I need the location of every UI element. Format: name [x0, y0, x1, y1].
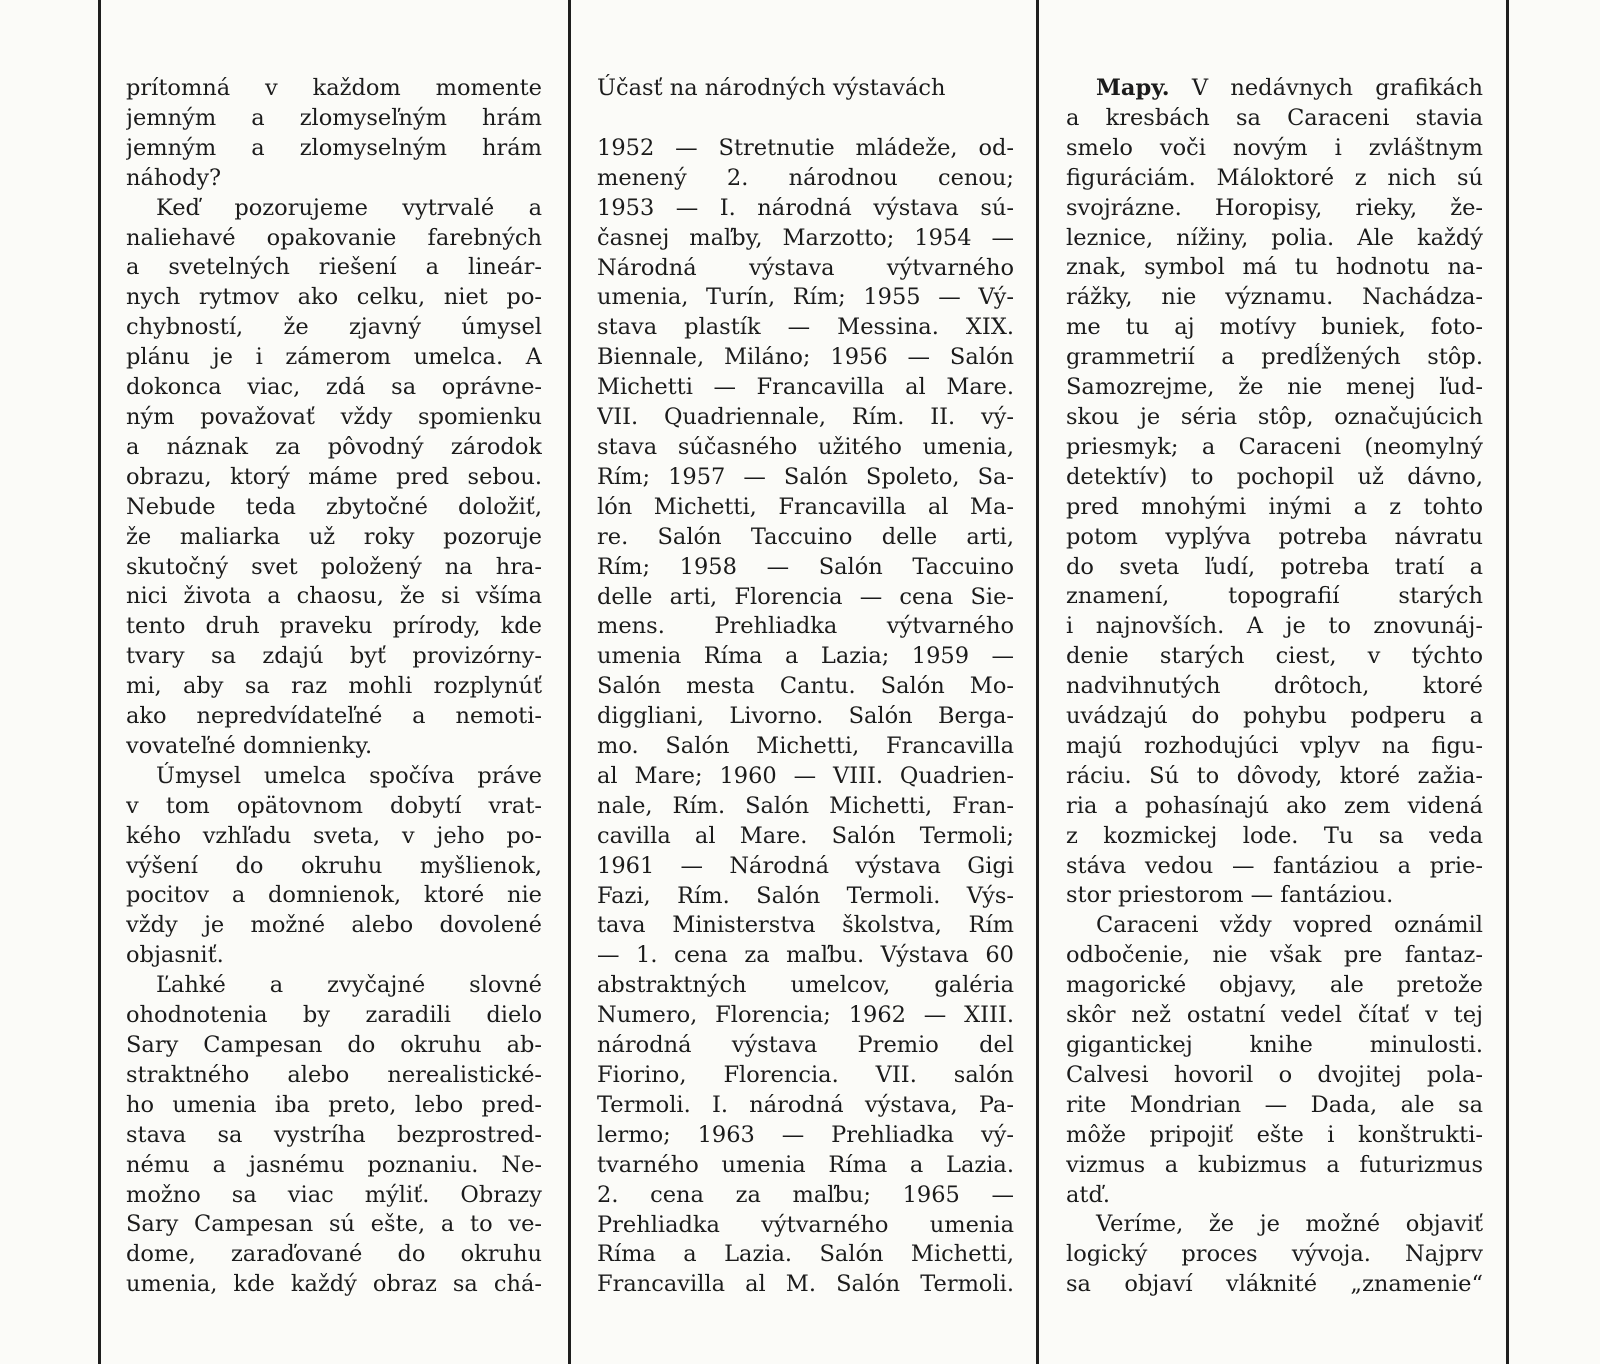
- text-line: delle arti, Florencia — cena Sie-: [597, 583, 1014, 610]
- text-line: Biennale, Miláno; 1956 — Salón: [597, 344, 1014, 371]
- text-line: lermo; 1963 — Prehliadka vý-: [597, 1121, 1014, 1148]
- text-line: Termoli. I. národná výstava, Pa-: [597, 1091, 1014, 1118]
- text-line: al Mare; 1960 — VIII. Quadrien-: [597, 762, 1014, 789]
- text-line: 1952 — Stretnutie mládeže, od-: [597, 134, 1014, 161]
- text-line: vždy je možné alebo dovolené: [126, 912, 542, 939]
- text-line: plánu je i zámerom umelca. A: [126, 344, 542, 371]
- text-line: smelo voči novým i zvláštnym: [1066, 134, 1483, 161]
- text-line: denie starých ciest, v týchto: [1066, 643, 1483, 670]
- text-line: skou je séria stôp, označujúcich: [1066, 403, 1483, 430]
- column-rule-1: [98, 0, 101, 1364]
- text-line: znak, symbol má tu hodnotu na-: [1066, 254, 1483, 281]
- text-line: ohodnotenia by zaradili dielo: [126, 1002, 542, 1029]
- text-line: nici života a chaosu, že si všíma: [126, 583, 542, 610]
- text-line: chybností, že zjavný úmysel: [126, 314, 542, 341]
- text-line: z kozmickej lode. Tu sa veda: [1066, 822, 1483, 849]
- text-line: dome, zaraďované do okruhu: [126, 1241, 542, 1268]
- text-line: i najnovších. A je to znovunáj-: [1066, 613, 1483, 640]
- text-line: leznice, nížiny, polia. Ale každý: [1066, 224, 1483, 251]
- text-line: môže pripojiť ešte i konštrukti-: [1066, 1121, 1483, 1148]
- text-line: gigantickej knihe minulosti.: [1066, 1032, 1483, 1058]
- text-line: grammetrií a predĺžených stôp.: [1066, 344, 1483, 371]
- text-line: do sveta ľudí, potreba tratí a: [1066, 553, 1483, 580]
- text-line: náhody?: [126, 164, 222, 191]
- text-line: a kresbách sa Caraceni stavia: [1066, 104, 1483, 131]
- text-line: Nebude teda zbytočné doložiť,: [126, 493, 542, 520]
- text-line: logický proces vývoja. Najprv: [1066, 1241, 1483, 1268]
- text-line: tvarného umenia Ríma a Lazia.: [597, 1151, 1014, 1178]
- text-line: mi, aby sa raz mohli rozplynúť: [126, 673, 542, 700]
- text-line: prítomná v každom momente: [126, 75, 542, 101]
- text-line: nadvihnutých drôtoch, ktoré: [1066, 673, 1483, 700]
- text-line: ako nepredvídateľné a nemoti-: [126, 703, 542, 730]
- column-heading: Účasť na národných výstavách: [597, 75, 946, 101]
- text-line: Michetti — Francavilla al Mare.: [597, 374, 1014, 401]
- text-line: straktného alebo nerealistické-: [126, 1061, 542, 1088]
- text-column-3: [1066, 74, 1483, 1300]
- text-line: ráciu. Sú to dôvody, ktoré zažia-: [1066, 762, 1483, 789]
- text-line: Sary Campesan sú ešte, a to ve-: [126, 1211, 542, 1238]
- text-line: priesmyk; a Caraceni (neomylný: [1066, 433, 1483, 460]
- text-line: národná výstava Premio del: [597, 1032, 1014, 1059]
- text-line: dokonca viac, zdá sa oprávne-: [126, 374, 542, 401]
- text-line: nému a jasnému poznaniu. Ne-: [126, 1151, 542, 1178]
- text-line: skutočný svet položený na hra-: [126, 553, 542, 580]
- text-line: jemným a zlomyseľným hrám: [126, 104, 542, 131]
- text-column-2: [597, 74, 1014, 1300]
- text-line: Samozrejme, že nie menej ľud-: [1066, 374, 1483, 401]
- text-line: Fazi, Rím. Salón Termoli. Výs-: [597, 882, 1014, 909]
- text-line: tvary sa zdajú byť provizórny-: [126, 643, 542, 670]
- text-line: jemným a zlomyselným hrám: [126, 134, 542, 161]
- text-line: kého vzhľadu sveta, v jeho po-: [126, 822, 542, 849]
- text-line: 1961 — Národná výstava Gigi: [597, 852, 1014, 879]
- text-line: časnej maľby, Marzotto; 1954 —: [597, 224, 1014, 251]
- text-column-1: [126, 74, 542, 1300]
- column-rule-3: [1036, 0, 1039, 1364]
- section-title: Mapy.: [1096, 75, 1170, 101]
- text-line: Fiorino, Florencia. VII. salón: [597, 1062, 1014, 1088]
- text-line: Caraceni vždy vopred oznámil: [1096, 912, 1483, 939]
- text-line: lón Michetti, Francavilla al Ma-: [597, 493, 1014, 520]
- text-line: odbočenie, nie však pre fantaz-: [1066, 942, 1483, 969]
- column-rule-4: [1506, 0, 1509, 1364]
- text-line: Salón mesta Cantu. Salón Mo-: [597, 673, 1014, 700]
- text-line: stava sa vystríha bezprostred-: [126, 1121, 542, 1148]
- text-line: stor priestorom — fantáziou.: [1066, 882, 1394, 909]
- text-line: Calvesi hovoril o dvojitej pola-: [1066, 1061, 1483, 1088]
- text-line: re. Salón Taccuino delle arti,: [597, 523, 1014, 550]
- text-line: cavilla al Mare. Salón Termoli;: [597, 822, 1014, 849]
- text-line: menený 2. národnou cenou;: [597, 164, 1014, 191]
- text-line: a svetelných riešení a lineár-: [126, 254, 542, 281]
- text-line: vovateľné domnienky.: [126, 732, 373, 759]
- text-line: vizmus a kubizmus a futurizmus: [1066, 1151, 1483, 1178]
- text-line: objasniť.: [126, 942, 224, 969]
- text-line: ho umenia iba preto, lebo pred-: [126, 1091, 542, 1118]
- text-line: umenia, kde každý obraz sa chá-: [126, 1271, 542, 1298]
- text-line: majú rozhodujúci vplyv na figu-: [1066, 732, 1483, 759]
- text-line: nych rytmov ako celku, niet po-: [126, 284, 542, 311]
- text-line: Národná výstava výtvarného: [597, 254, 1014, 281]
- text-line: Prehliadka výtvarného umenia: [597, 1211, 1014, 1238]
- text-line: 1953 — I. národná výstava sú-: [597, 194, 1014, 221]
- text-line: potom vyplýva potreba návratu: [1066, 523, 1483, 550]
- text-line: možno sa viac mýliť. Obrazy: [126, 1181, 542, 1208]
- text-line: magorické objavy, ale pretože: [1066, 972, 1483, 999]
- text-line: Veríme, že je možné objaviť: [1096, 1211, 1483, 1238]
- column-rule-2: [568, 0, 571, 1364]
- text-line: umenia Ríma a Lazia; 1959 —: [597, 643, 1014, 670]
- text-line: stava plastík — Messina. XIX.: [597, 314, 1014, 341]
- text-line: — 1. cena za maľbu. Výstava 60: [597, 942, 1014, 969]
- text-line: umenia, Turín, Rím; 1955 — Vý-: [597, 284, 1014, 311]
- text-line: nale, Rím. Salón Michetti, Fran-: [597, 792, 1014, 819]
- text-line: VII. Quadriennale, Rím. II. vý-: [597, 404, 1014, 431]
- text-line: ným považovať vždy spomienku: [126, 403, 542, 430]
- text-line: naliehavé opakovanie farebných: [126, 224, 542, 251]
- text-line: Sary Campesan do okruhu ab-: [126, 1032, 542, 1058]
- text-line: sa objaví vláknité „znamenie“: [1066, 1271, 1483, 1298]
- text-line: svojrázne. Horopisy, rieky, že-: [1066, 194, 1483, 221]
- text-line: skôr než ostatní vedel čítať v tej: [1066, 1002, 1483, 1029]
- text-line: detektív) to pochopil už dávno,: [1066, 463, 1483, 490]
- lead-text: V nedávnych grafikách: [1169, 75, 1483, 101]
- text-line: Ľahké a zvyčajné slovné: [156, 972, 542, 999]
- text-line: Rím; 1957 — Salón Spoleto, Sa-: [597, 463, 1014, 490]
- text-line: Úmysel umelca spočíva práve: [156, 762, 542, 789]
- text-line: Rím; 1958 — Salón Taccuino: [597, 553, 1014, 580]
- text-line: tento druh praveku prírody, kde: [126, 613, 542, 640]
- text-line: diggliani, Livorno. Salón Berga-: [597, 703, 1014, 730]
- text-line: figuráciám. Máloktoré z nich sú: [1066, 164, 1483, 191]
- text-line: Francavilla al M. Salón Termoli.: [597, 1271, 1014, 1298]
- text-line: rážky, nie významu. Nachádza-: [1066, 284, 1483, 311]
- text-line: ria a pohasínajú ako zem videná: [1066, 792, 1483, 819]
- text-line: pred mnohými inými a z tohto: [1066, 493, 1483, 520]
- text-line: rite Mondrian — Dada, ale sa: [1066, 1091, 1483, 1118]
- text-line: obrazu, ktorý máme pred sebou.: [126, 463, 542, 490]
- text-line: stava súčasného užitého umenia,: [597, 433, 1014, 460]
- text-line: uvádzajú do pohybu podperu a: [1066, 703, 1483, 730]
- text-line: v tom opätovnom dobytí vrat-: [126, 792, 542, 819]
- text-line: Keď pozorujeme vytrvalé a: [156, 194, 542, 221]
- text-line: že maliarka už roky pozoruje: [126, 523, 542, 550]
- text-line: atď.: [1066, 1181, 1111, 1208]
- text-line: Numero, Florencia; 1962 — XIII.: [597, 1002, 1014, 1029]
- text-line: a náznak za pôvodný zárodok: [126, 433, 542, 460]
- text-line: 2. cena za maľbu; 1965 —: [597, 1181, 1014, 1208]
- text-line: pocitov a domnienok, ktoré nie: [126, 882, 542, 909]
- text-line: tava Ministerstva školstva, Rím: [597, 912, 1014, 939]
- text-line: Ríma a Lazia. Salón Michetti,: [597, 1241, 1014, 1268]
- text-line: mens. Prehliadka výtvarného: [597, 613, 1014, 640]
- text-line: me tu aj motívy buniek, foto-: [1066, 314, 1483, 341]
- text-line: znamení, topografií starých: [1066, 583, 1483, 610]
- section-lead-line: [1066, 74, 1483, 104]
- text-line: mo. Salón Michetti, Francavilla: [597, 733, 1014, 760]
- text-line: abstraktných umelcov, galéria: [597, 972, 1014, 999]
- text-line: stáva vedou — fantáziou a prie-: [1066, 852, 1483, 879]
- text-line: výšení do okruhu myšlienok,: [126, 852, 542, 879]
